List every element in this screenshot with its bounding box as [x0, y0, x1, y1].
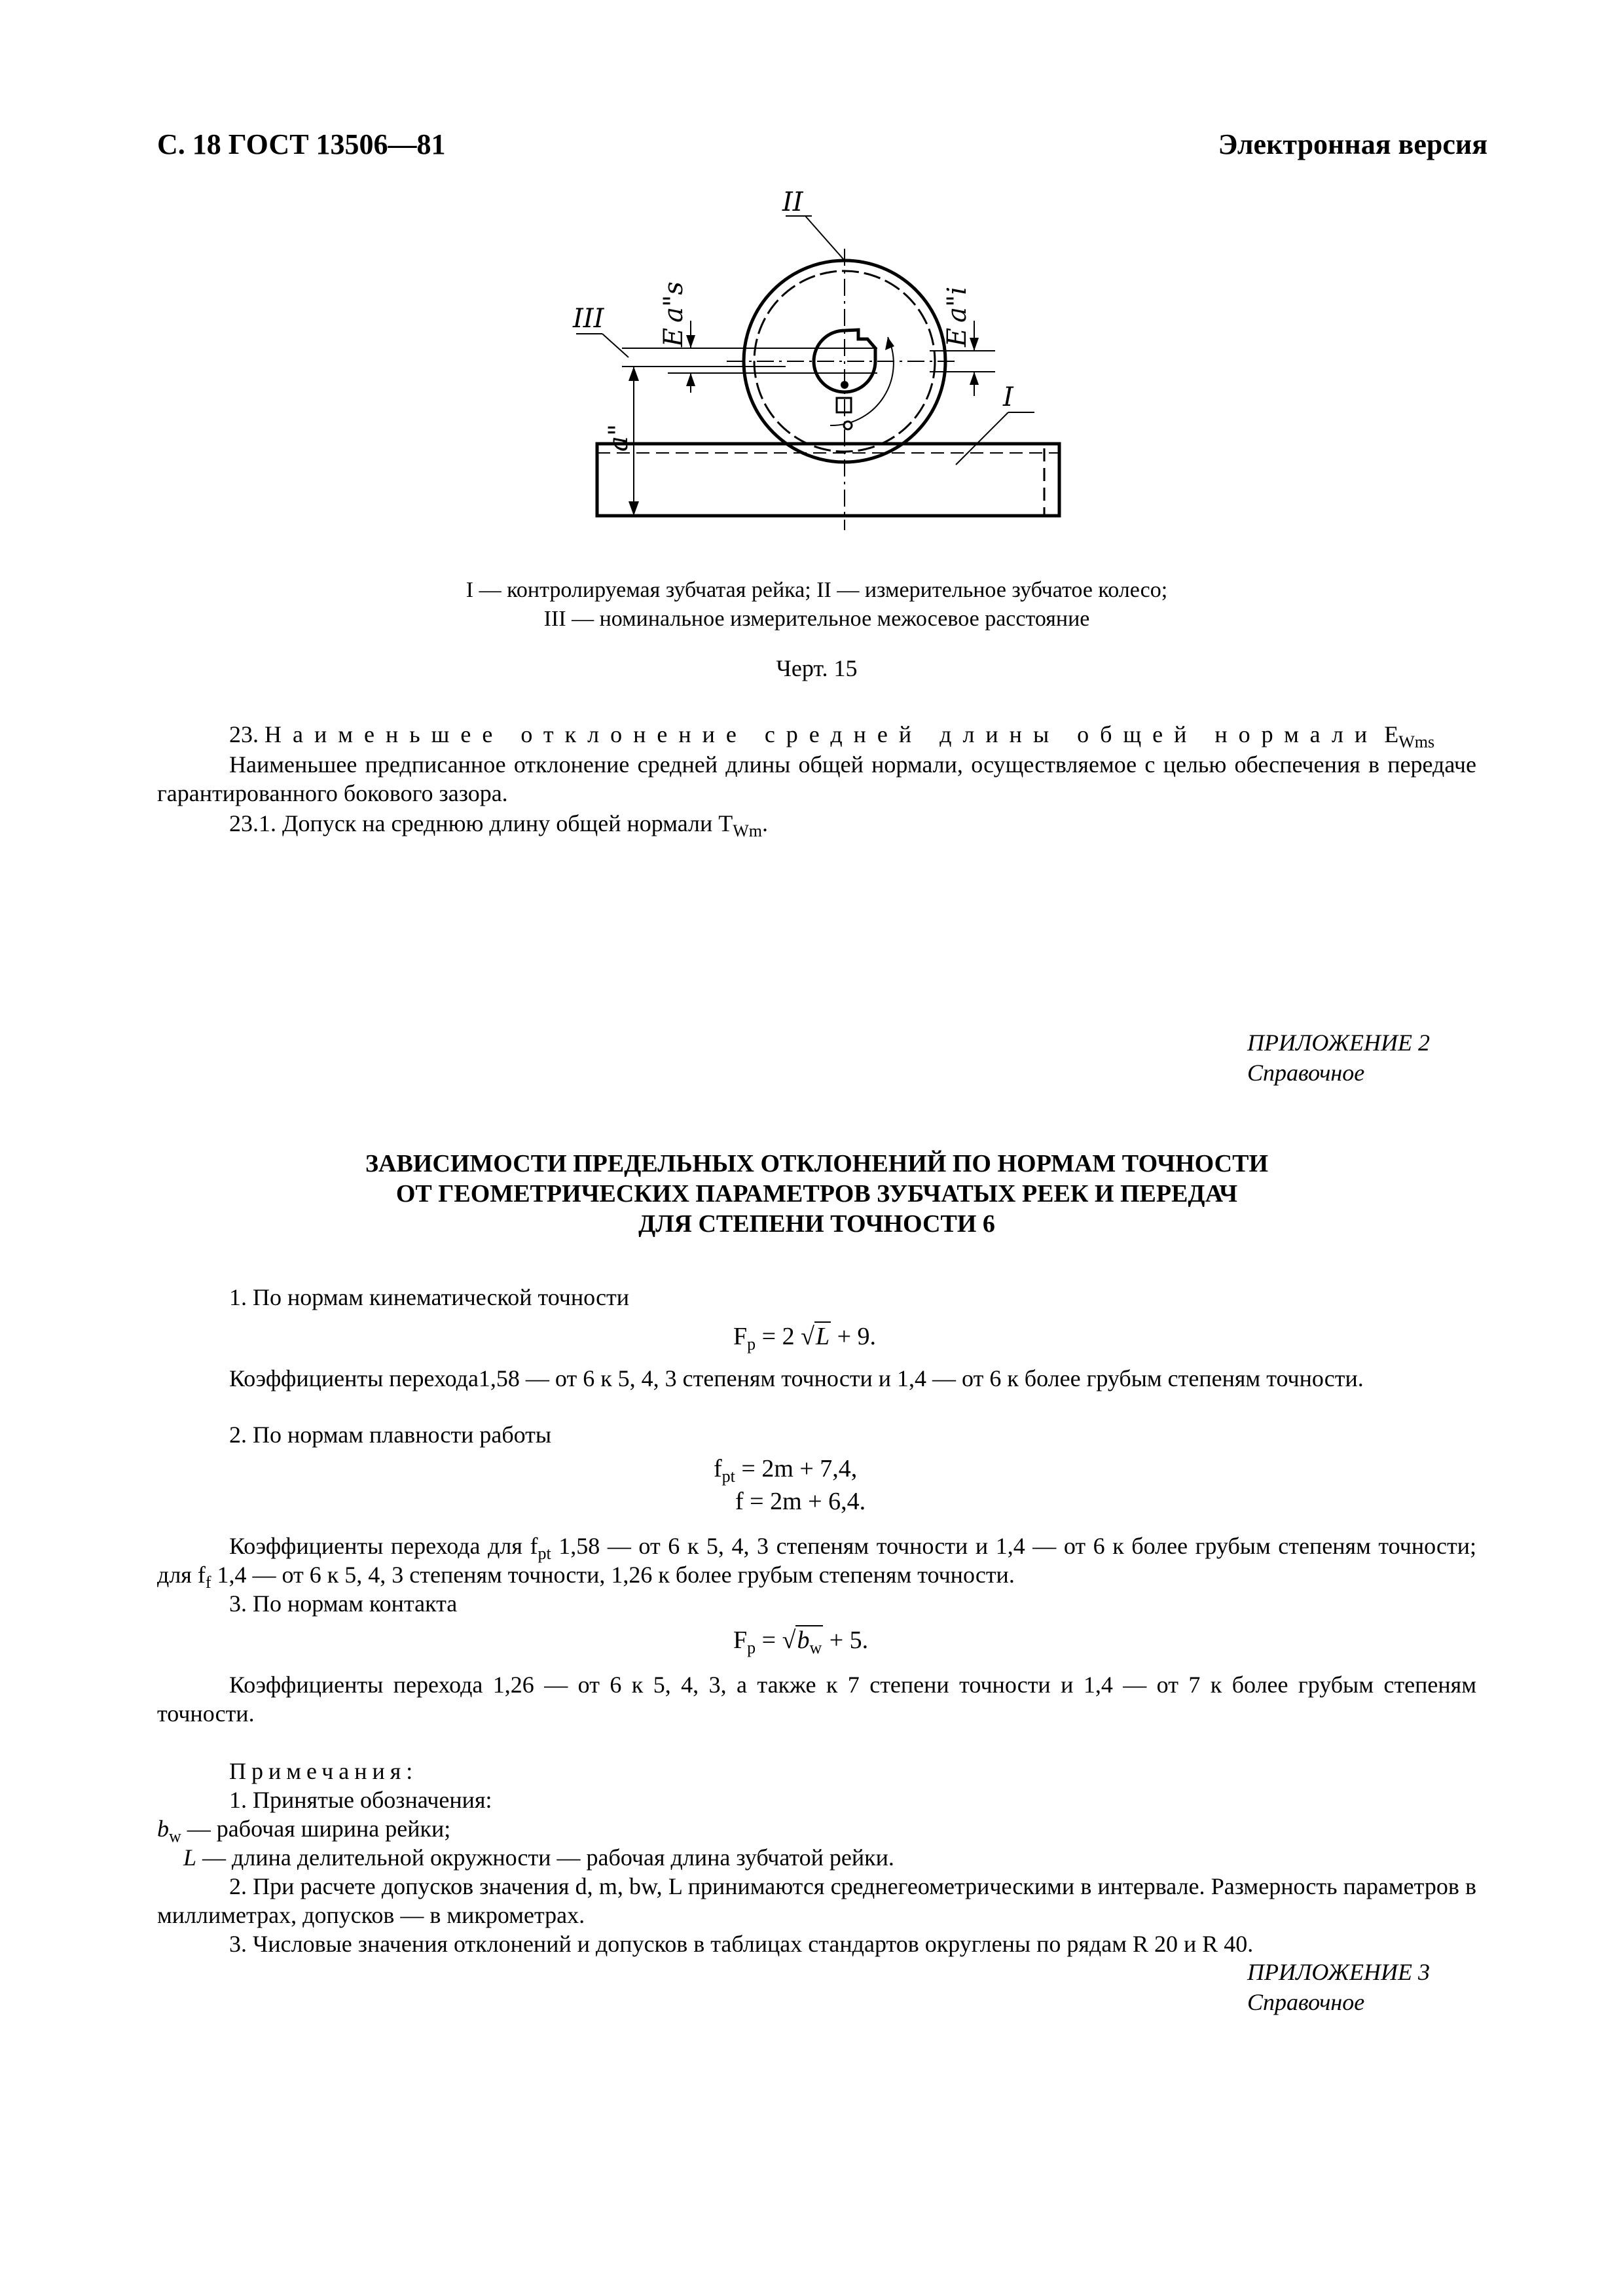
section-23-body: Наименьшее предписанное отклонение средней длины общей нормали, осуществляемое с целью обеспечения в передаче гарантированного бокового зазора. [157, 751, 1476, 806]
page-header-right: Электронная версия [1218, 128, 1487, 160]
formula-1: $F_p = 2$ √L + 9. [733, 1323, 877, 1354]
note-1: 1. Принятые обозначения: [229, 1787, 492, 1813]
item-2: 2. По нормам плавности работы [229, 1422, 552, 1448]
coefficients-3: Коэффициенты перехода 1,26 — от 6 к 5, 4, 3, а также к 7 степени точности и 1,4 — от 7 к более грубым степеням точности. [157, 1672, 1476, 1727]
page-header-left: С. 18 ГОСТ 13506—81 [157, 128, 446, 160]
figure-caption-line2: III — номинальное измерительное межосевое расстояние [543, 607, 1090, 631]
formula-3: $F_p = √b_w + 5$. [733, 1626, 869, 1657]
figure-caption-line1: I — контролируемая зубчатая рейка; II — измерительное зубчатое колесо; [465, 578, 1168, 602]
appendix-3-label: ПРИЛОЖЕНИЕ 3 Справочное [1247, 1959, 1430, 2015]
notes-heading: Примечания: [229, 1758, 418, 1784]
label-eai: E a"i [942, 286, 972, 347]
note-2: 2. При расчете допусков значения d, m, bw, L принимаются среднегеометрическими в интервале. Размерность параметров в миллиметрах, допусков — в микрометрах. [157, 1873, 1476, 1928]
label-I: I [1003, 382, 1013, 412]
rack-rect [597, 444, 1059, 516]
coefficients-2: Коэффициенты перехода для $f_{pt}$ 1,58 — от 6 к 5, 4, 3 степеням точности и 1,4 — от 6 к более грубым степеням точности; для $f_f$ 1,4 — от 6 к 5, 4, 3 степеням точности, 1,26 к более грубым степеням точности. [157, 1533, 1476, 1592]
item-3: 3. По нормам контакта [229, 1590, 458, 1617]
label-a: a" [604, 423, 634, 452]
formula-2b: f = 2m + 6,4. [735, 1488, 866, 1515]
label-III: III [573, 304, 604, 334]
item-1: 1. По нормам кинематической точности [229, 1284, 630, 1310]
label-II: II [782, 190, 803, 217]
appendix-2-label: ПРИЛОЖЕНИЕ 2 Справочное [1247, 1030, 1430, 1086]
figure-drawing [537, 190, 1074, 543]
label-eas: E a"s [659, 281, 689, 347]
figure-caption [157, 576, 1476, 634]
note-L: L — длина делительной окружности — рабочая длина зубчатой рейки. [183, 1844, 894, 1871]
note-bw: $b_w$ — рабочая ширина рейки; [157, 1816, 451, 1846]
section-23-1: 23.1. Допуск на среднюю длину общей нормали $T_{Wm}$. [229, 810, 769, 840]
section-23-heading: 23. Наименьшее отклонение средней длины общей нормали $E_{Wms}$ [229, 721, 1435, 751]
note-3: 3. Числовые значения отклонений и допусков в таблицах стандартов округлены по рядам R 20 и R 40. [229, 1931, 1254, 1957]
figure-number: Черт. 15 [776, 655, 858, 681]
formula-2a: $f_{pt} = 2m + 7,4$, [714, 1455, 858, 1486]
coefficients-1: Коэффициенты перехода1,58 — от 6 к 5, 4, 3 степеням точности и 1,4 — от 6 к более грубым степеням точности. [229, 1365, 1364, 1391]
appendix-2-title: ЗАВИСИМОСТИ ПРЕДЕЛЬНЫХ ОТКЛОНЕНИЙ ПО НОРМАМ ТОЧНОСТИ ОТ ГЕОМЕТРИЧЕСКИХ ПАРАМЕТРОВ ЗУБЧАТЫХ РЕЕК И ПЕРЕДАЧ ДЛЯ СТЕПЕНИ ТОЧНОСТИ 6 [365, 1150, 1269, 1238]
